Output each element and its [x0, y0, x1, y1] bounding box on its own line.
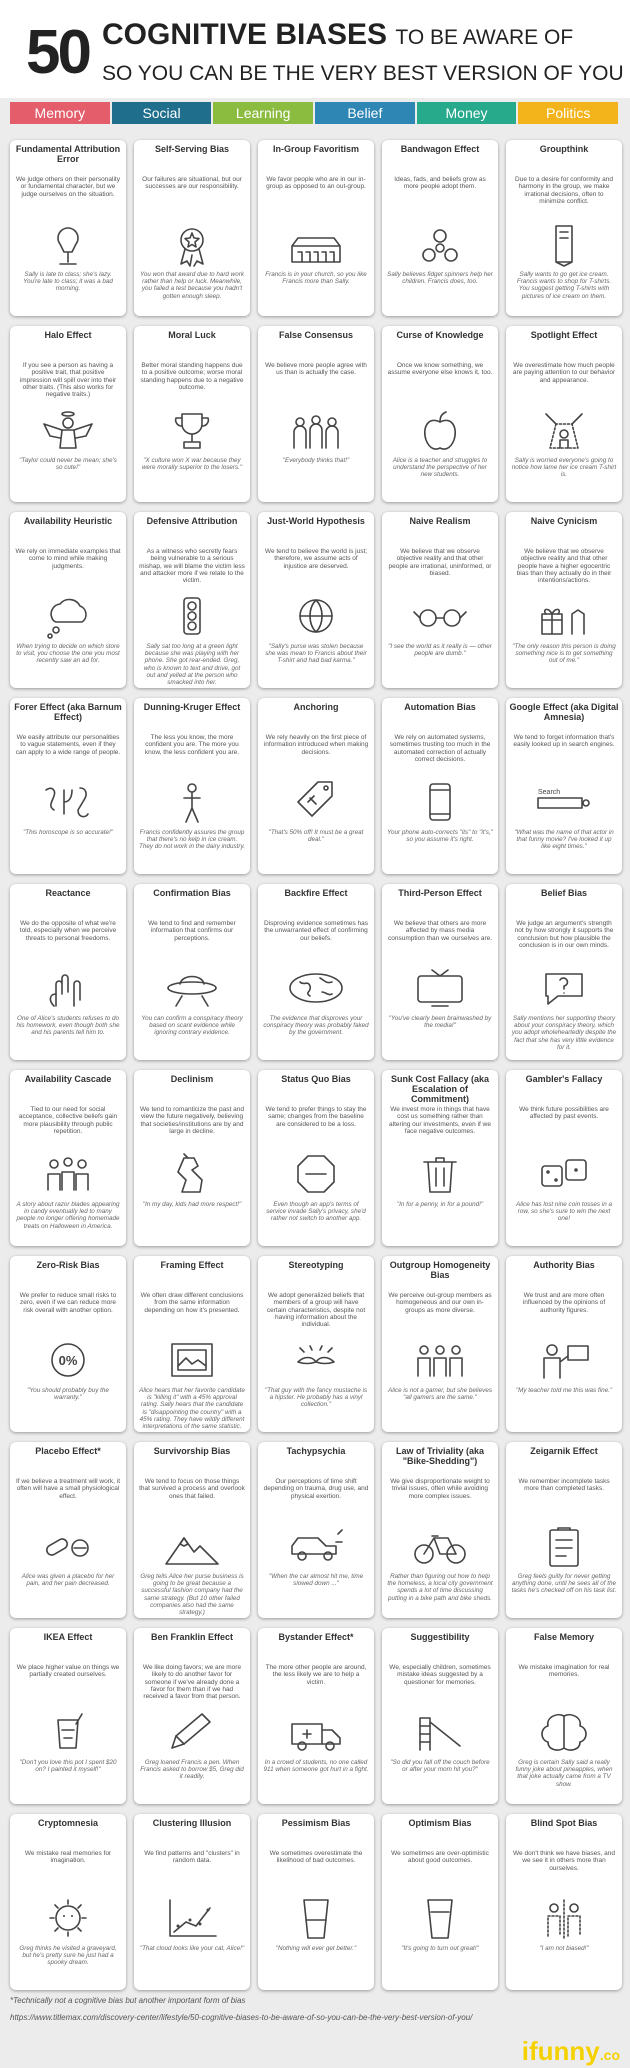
bias-name: Curse of Knowledge	[396, 330, 484, 340]
bias-definition: Due to a desire for conformity and harmony in the group, we make irrational decisions, often to minimize conflict.	[515, 176, 613, 205]
bias-definition: We don't think we have biases, and we see it in others more than ourselves.	[513, 1850, 615, 1872]
bias-definition: Once we know something, we assume everyone else knows it, too.	[387, 362, 493, 377]
bias-card	[134, 1628, 250, 1804]
bias-definition: We believe that others are more affected by mass media consumption than we ourselves are.	[387, 920, 493, 942]
bias-example: "X culture won X war because they were morally superior to the losers."	[141, 457, 243, 472]
bias-name: Optimism Bias	[408, 1818, 472, 1828]
pen-icon	[162, 1710, 222, 1756]
knight-icon	[162, 1152, 222, 1198]
bias-example: You can confirm a conspiracy theory based on scant evidence while ignoring contrary evidence.	[141, 1015, 243, 1037]
bias-definition: If we believe a treatment will work, it often will have a small physiological effect.	[15, 1478, 121, 1500]
bias-name: Blind Spot Bias	[530, 1818, 598, 1828]
bias-definition: We rely heavily on the first piece of information introduced when making decisions.	[263, 734, 369, 756]
angel-icon	[38, 408, 98, 454]
bias-card	[382, 140, 498, 316]
bias-definition: We like doing favors; we are more likely to do another favor for someone if we've already done a favor for them than if we had received a favor from that person.	[142, 1664, 242, 1701]
bias-name: Framing Effect	[160, 1260, 224, 1270]
bias-definition: We mistake real memories for imagination.	[24, 1850, 112, 1865]
bias-card	[506, 1070, 622, 1246]
category-learning: Learning	[213, 102, 313, 124]
bias-name: Placebo Effect*	[35, 1446, 101, 1456]
bias-definition: Our perceptions of time shift depending on trauma, drug use, and physical exertion.	[263, 1478, 369, 1500]
bias-definition: We believe that we observe objective reality and that other people have a higher egocentric bias than they actually do in their intentions/actions.	[516, 548, 612, 585]
bias-definition: We easily attribute our personalities to vague statements, even if they can apply to a wide range of people.	[15, 734, 121, 756]
bias-name: Fundamental Attribution Error	[15, 144, 121, 164]
bias-name: Google Effect (aka Digital Amnesia)	[509, 702, 619, 722]
bias-card	[134, 1814, 250, 1990]
bias-name: Gambler's Fallacy	[525, 1074, 603, 1084]
bias-example: Alice is a teacher and struggles to understand the perspective of her new students.	[392, 457, 488, 479]
bias-definition: Disproving evidence sometimes has the unwarranted effect of confirming our beliefs.	[263, 920, 369, 942]
bias-card	[10, 512, 126, 688]
bias-name: Outgroup Homogeneity Bias	[389, 1260, 491, 1280]
stop-sign-icon	[286, 1152, 346, 1198]
bias-example: "Everybody thinks that!"	[282, 457, 350, 464]
bias-example: A story about razor blades appearing in candy eventually led to many people no longer offering homemade treats on Halloween in America.	[16, 1201, 120, 1230]
mustache-icon	[286, 1338, 346, 1384]
bias-card	[506, 1256, 622, 1432]
source-url: https://www.titlemax.com/discovery-center/lifestyle/50-cognitive-biases-to-be-aware-of-so-you-can-be-the-very-best-version-of-you/	[10, 2013, 473, 2022]
bias-definition: We tend to forget information that's easily looked up in search engines.	[513, 734, 615, 749]
bias-definition: We give disproportionate weight to trivial issues, often while avoiding more complex issues.	[390, 1478, 490, 1500]
question-bubble-icon	[534, 966, 594, 1012]
bias-card	[10, 1814, 126, 1990]
zodiac-icon	[38, 780, 98, 826]
bias-card	[10, 1070, 126, 1246]
bias-card	[258, 1256, 374, 1432]
bias-card	[258, 140, 374, 316]
bias-card	[506, 512, 622, 688]
bias-name: Tachypsychia	[286, 1446, 346, 1456]
bias-example: Sally sat too long at a green light because she was playing with her phone. She got rear-ended. Greg, who is known to text and drive, got out and yelled at the person who smacked into her.	[143, 643, 241, 687]
bias-example: Sally believes fidget spinners help her children. Francis does, too.	[387, 271, 493, 286]
bias-definition: The less you know, the more confident you are. The more you know, the less confident you are.	[144, 734, 240, 756]
bias-name: Dunning-Kruger Effect	[143, 702, 241, 712]
bias-definition: We rely on automated systems, sometimes trusting too much in the automated correction of actually correct decisions.	[389, 734, 491, 763]
bias-example: "The only reason this person is doing something nice is to get something out of me."	[512, 643, 616, 665]
pills-icon	[38, 1524, 98, 1570]
bias-example: "You should probably buy the warranty."	[27, 1387, 109, 1402]
bias-definition: We rely on immediate examples that come to mind while making judgments.	[15, 548, 121, 570]
bias-example: "When the car almost hit me, time slowed down ..."	[268, 1573, 364, 1588]
fidget-spinner-icon	[410, 222, 470, 268]
bias-example: One of Alice's students refuses to do his homework, even though both she and his parents tell him to.	[16, 1015, 120, 1037]
bias-card	[258, 884, 374, 1060]
glasses-icon	[410, 594, 470, 640]
category-legend	[10, 102, 620, 124]
apple-icon	[410, 408, 470, 454]
mirror-person-icon	[534, 1896, 594, 1942]
bias-card	[382, 698, 498, 874]
bias-name: Naive Cynicism	[530, 516, 598, 526]
bias-definition: Ideas, fads, and beliefs grow as more people adopt them.	[394, 176, 486, 191]
header-number: 50	[26, 18, 89, 87]
bias-definition: We, especially children, sometimes mistake ideas suggested by a questioner for memories.	[389, 1664, 491, 1686]
bias-card	[10, 326, 126, 502]
category-memory: Memory	[10, 102, 110, 124]
bias-definition: We often draw different conclusions from the same information depending on how it's presented.	[140, 1292, 244, 1314]
bias-example: "This horoscope is so accurate!"	[23, 829, 113, 836]
crowd-icon	[286, 408, 346, 454]
bias-definition: We tend to find and remember information that confirms our perceptions.	[148, 920, 236, 942]
bias-name: Spotlight Effect	[530, 330, 598, 340]
bias-definition: We sometimes are over-optimistic about good outcomes.	[391, 1850, 489, 1865]
bias-example: "That guy with the fancy mustache is a hipster. He probably has a vinyl collection."	[264, 1387, 368, 1409]
sun-face-icon	[38, 1896, 98, 1942]
bias-name: Bystander Effect*	[278, 1632, 354, 1642]
bias-card	[382, 1628, 498, 1804]
bias-card	[134, 512, 250, 688]
bias-definition: We sometimes overestimate the likelihood of bad outcomes.	[269, 1850, 363, 1865]
bias-definition: We place higher value on things we partially created ourselves.	[16, 1664, 120, 1679]
painting-icon	[38, 1710, 98, 1756]
bias-name: Zeigarnik Effect	[530, 1446, 598, 1456]
bias-example: "Nothing will ever get better."	[275, 1945, 357, 1952]
bias-card	[10, 884, 126, 1060]
bias-example: "Taylor could never be mean; she's so cute!"	[19, 457, 117, 472]
bias-definition: We favor people who are in our in-group as opposed to an out-group.	[266, 176, 366, 191]
bias-example: Sally wants to go get ice cream. Francis wants to shop for T-shirts. You suggest getting T-shirts with pictures of ice cream on them.	[516, 271, 612, 300]
bias-card	[382, 326, 498, 502]
bicycle-icon	[410, 1524, 470, 1570]
bias-example: Francis is in your church, so you like Francis more than Sally.	[265, 271, 367, 286]
gift-icon	[534, 594, 594, 640]
bias-example: You won that award due to hard work rather than help or luck. Meanwhile, you failed a test because you hadn't gotten enough sleep.	[140, 271, 244, 300]
bias-card	[10, 698, 126, 874]
price-tag-icon	[286, 780, 346, 826]
ambulance-icon	[286, 1710, 346, 1756]
bias-example: "My teacher told me this was fine."	[515, 1387, 613, 1394]
bias-definition: We tend to romanticize the past and view the future negatively, believing that societies/institutions are by and large in decline.	[140, 1106, 244, 1135]
bias-card	[10, 140, 126, 316]
bias-name: Automation Bias	[404, 702, 476, 712]
glass-half-full-icon	[410, 1896, 470, 1942]
bias-example: Alice hears that her favorite candidate is "killing it" with a 45% approval rating. Sally hears that the candidate is "disappointing the country" with a 45% rating. They have wildly different interpretations of the same statistic.	[139, 1387, 245, 1431]
bias-name: Authority Bias	[533, 1260, 595, 1270]
search-label: Search	[538, 789, 561, 796]
svg-text:0%: 0%	[58, 1353, 78, 1368]
trash-can-icon	[410, 1152, 470, 1198]
bias-card	[382, 512, 498, 688]
bias-example: Greg tells Alice her purse business is going to be great because a successful fashion company had the same strategy. (But 10 other failed companies also had the same strategy.)	[140, 1573, 244, 1617]
bias-example: Alice has lost nine coin tosses in a row, so she's sure to win the next one!	[516, 1201, 612, 1223]
car-crash-icon	[286, 1524, 346, 1570]
header-title-bold: COGNITIVE BIASES	[102, 18, 388, 51]
ufo-icon	[162, 966, 222, 1012]
bias-card	[10, 1256, 126, 1432]
church-icon	[286, 222, 346, 268]
bias-name: Suggestibility	[410, 1632, 470, 1642]
bias-name: Availability Heuristic	[23, 516, 113, 526]
television-icon	[410, 966, 470, 1012]
bias-definition: We remember incomplete tasks more than completed tasks.	[518, 1478, 610, 1493]
bias-definition: We believe that we observe objective reality and that other people are irrational, uninformed, or biased.	[388, 548, 492, 577]
scatter-plot-icon	[162, 1896, 222, 1942]
bias-example: Your phone auto-corrects "its" to "it's," so you assume it's right.	[387, 829, 493, 844]
bias-example: "I see the world as it really is — other people are dumb."	[388, 643, 492, 658]
bias-name: Status Quo Bias	[281, 1074, 351, 1084]
bias-name: Pessimism Bias	[281, 1818, 351, 1828]
bias-name: Groupthink	[539, 144, 589, 154]
bias-definition: We tend to prefer things to stay the same; changes from the baseline are considered to be a loss.	[265, 1106, 367, 1128]
teacher-icon	[534, 1338, 594, 1384]
bias-name: False Consensus	[278, 330, 354, 340]
bias-example: Sally mentions her supporting theory about your conspiracy theory, which you adopt wholeheartedly despite the fact that she has very little evidence for it.	[511, 1015, 617, 1051]
bias-card	[10, 1442, 126, 1618]
bias-name: Ben Franklin Effect	[150, 1632, 233, 1642]
bias-card	[382, 1442, 498, 1618]
bias-name: Forer Effect (aka Barnum Effect)	[14, 702, 122, 722]
bias-card	[258, 1070, 374, 1246]
bias-example: Rather than figuring out how to help the homeless, a local city government spends a lot of time discussing putting in a bike path and bike sheds.	[387, 1573, 493, 1602]
bias-definition: We invest more in things that have cost us something rather than altering our investments, even if we face negative outcomes.	[389, 1106, 491, 1135]
footnote: *Technically not a cognitive bias but another important form of bias	[10, 1996, 246, 2005]
bias-example: "That cloud looks like your cat, Alice!"	[139, 1945, 245, 1952]
bias-card	[506, 326, 622, 502]
bias-definition: We adopt generalized beliefs that members of a group will have certain characteristics, despite not having information about the individual.	[266, 1292, 366, 1329]
bias-example: "Don't you love this pot I spent $20 on? I painted it myself!"	[19, 1759, 117, 1774]
bias-example: Francis confidently assures the group that there's no kelp in ice cream. They do not work in the dairy industry.	[139, 829, 245, 851]
bias-example: Alice was given a placebo for her pain, and her pain decreased.	[21, 1573, 115, 1588]
gamers-icon	[410, 1338, 470, 1384]
bias-card	[258, 1442, 374, 1618]
bias-definition: We believe more people agree with us than is actually the case.	[265, 362, 367, 377]
ifunny-watermark: ifunny.co	[521, 2036, 620, 2066]
bias-card	[382, 1814, 498, 1990]
bias-card	[258, 698, 374, 874]
bias-definition: We perceive out-group members as homogeneous and our own in-groups as more diverse.	[388, 1292, 492, 1314]
bias-definition: We mistake imagination for real memories.	[518, 1664, 610, 1679]
bias-definition: As a witness who secretly fears being vulnerable to a serious mishap, we will blame the victim less and attacker more if we relate to the victim.	[139, 548, 245, 585]
bias-example: "Sally's purse was stolen because she was mean to Francis about their T-shirt and had bad karma."	[265, 643, 367, 665]
category-money: Money	[417, 102, 517, 124]
bias-card	[506, 1442, 622, 1618]
bias-example: "In for a penny, in for a pound!"	[396, 1201, 484, 1208]
spotlight-icon	[534, 408, 594, 454]
person-icon	[162, 780, 222, 826]
bias-example: Greg loaned Francis a pen. When Francis asked to borrow $5, Greg did it readily.	[140, 1759, 244, 1781]
bias-card	[258, 1814, 374, 1990]
award-ribbon-icon	[162, 222, 222, 268]
brain-icon	[534, 1710, 594, 1756]
bias-name: Anchoring	[293, 702, 339, 712]
bias-definition: We overestimate how much people are paying attention to our behavior and appearance.	[512, 362, 616, 384]
bias-name: Stereotyping	[288, 1260, 344, 1270]
clipboard-icon	[534, 1524, 594, 1570]
lamp-icon	[38, 222, 98, 268]
bias-definition: We judge others on their personality or fundamental character, but we judge ourselves on the situation.	[16, 176, 120, 198]
bias-example: "In my day, kids had more respect!"	[142, 1201, 242, 1208]
globe-icon	[286, 594, 346, 640]
bias-example: Even though an app's terms of service invade Sally's privacy, she'd rather not switch to another app.	[266, 1201, 366, 1223]
bias-example: Greg feels guilty for never getting anything done, until he sees all of the tasks he's checked off on his task list.	[511, 1573, 617, 1595]
bias-definition: Our failures are situational, but our successes are our responsibility.	[142, 176, 242, 191]
bias-card	[382, 1256, 498, 1432]
bias-card	[506, 884, 622, 1060]
slide-icon	[410, 1710, 470, 1756]
picture-frame-icon	[162, 1338, 222, 1384]
bias-card	[506, 1814, 622, 1990]
bias-name: Backfire Effect	[284, 888, 348, 898]
bias-definition: The more other people are around, the less likely we are to help a victim.	[265, 1664, 367, 1686]
bias-name: Cryptomnesia	[37, 1818, 99, 1828]
bias-name: Declinism	[170, 1074, 214, 1084]
bias-name: Reactance	[45, 888, 91, 898]
bias-name: Survivorship Bias	[153, 1446, 231, 1456]
bias-definition: We trust and are more often influenced by the opinions of authority figures.	[522, 1292, 606, 1314]
bias-card	[382, 1070, 498, 1246]
bias-example: Alice is not a gamer, but she believes "all gamers are the same."	[388, 1387, 492, 1402]
bias-card	[10, 1628, 126, 1804]
bias-definition: We judge an argument's strength not by how strongly it supports the conclusion but how plausible the conclusion is in our own minds.	[514, 920, 614, 949]
bias-name: Third-Person Effect	[398, 888, 482, 898]
bias-name: In-Group Favoritism	[272, 144, 359, 154]
bias-card	[382, 884, 498, 1060]
bias-card	[506, 698, 622, 874]
ice-cream-icon	[534, 222, 594, 268]
bias-name: Clustering Illusion	[152, 1818, 232, 1828]
mountain-icon	[162, 1524, 222, 1570]
bias-name: IKEA Effect	[43, 1632, 93, 1642]
bias-definition: We tend to believe the world is just; therefore, we assume acts of injustice are deserved.	[264, 548, 368, 570]
glass-half-empty-icon	[286, 1896, 346, 1942]
bias-example: "So did you fall off the couch before or after your mom hit you?"	[390, 1759, 490, 1774]
bias-definition: We tend to focus on those things that survived a process and overlook ones that failed.	[139, 1478, 245, 1500]
bias-name: Belief Bias	[540, 888, 588, 898]
bias-card	[258, 326, 374, 502]
zero-percent-icon	[38, 1338, 98, 1384]
bias-definition: We do the opposite of what we're told, especially when we perceive threats to personal freedoms.	[19, 920, 117, 942]
bias-example: "What was the name of that actor in that funny movie? I've looked it up like eight times."	[514, 829, 614, 851]
bias-example: Sally is late to class; she's lazy. You're late to class; it was a bad morning.	[23, 271, 113, 293]
bias-card	[134, 1442, 250, 1618]
bias-definition: Tied to our need for social acceptance, collective beliefs gain more plausibility through public repetition.	[18, 1106, 118, 1135]
bias-name: Confirmation Bias	[153, 888, 231, 898]
category-politics: Politics	[518, 102, 618, 124]
bias-card	[134, 140, 250, 316]
bias-example: The evidence that disproves your conspiracy theory was probably faked by the government.	[263, 1015, 369, 1037]
bias-definition: We find patterns and "clusters" in random data.	[144, 1850, 240, 1865]
bias-example: In a crowd of students, no one called 911 when someone got hurt in a fight.	[263, 1759, 369, 1774]
bias-definition: We think future possibilities are affected by past events.	[519, 1106, 609, 1121]
header-title-small: TO BE AWARE OF	[395, 26, 574, 49]
bias-card	[134, 698, 250, 874]
bias-card	[134, 884, 250, 1060]
bias-name: Halo Effect	[44, 330, 92, 340]
group-icon	[38, 1152, 98, 1198]
bias-name: Naive Realism	[409, 516, 471, 526]
bias-card	[506, 1628, 622, 1804]
bias-name: Just-World Hypothesis	[267, 516, 365, 526]
bias-example: Greg is certain Sally said a really funny joke about pineapples, when that joke actually came from a TV show.	[515, 1759, 613, 1788]
bias-card	[258, 512, 374, 688]
category-belief: Belief	[315, 102, 415, 124]
bias-example: "It's going to turn out great!"	[401, 1945, 479, 1952]
bias-example: "That's 50% off! It must be a great deal."	[268, 829, 364, 844]
bias-definition: If you see a person as having a positive trait, that positive impression will spill over into their other traits. (This also works for negative traits.)	[19, 362, 117, 399]
bias-name: Bandwagon Effect	[400, 144, 480, 154]
bias-card	[506, 140, 622, 316]
thought-bubble-icon	[38, 594, 98, 640]
bias-definition: We prefer to reduce small risks to zero, even if we can reduce more risk overall with another option.	[19, 1292, 117, 1314]
category-social: Social	[112, 102, 212, 124]
bias-card	[134, 1070, 250, 1246]
bias-name: Defensive Attribution	[146, 516, 238, 526]
bias-example: Greg thinks he visited a graveyard, but he's pretty sure he just had a spooky dream.	[19, 1945, 117, 1967]
header-title-line2: SO YOU CAN BE THE VERY BEST VERSION OF YOU	[102, 62, 624, 85]
hands-icon	[38, 966, 98, 1012]
bias-card	[258, 1628, 374, 1804]
smartphone-icon	[410, 780, 470, 826]
trophy-icon	[162, 408, 222, 454]
bias-example: "You've clearly been brainwashed by the media!"	[388, 1015, 492, 1030]
bias-definition: Better moral standing happens due to a positive outcome; worse moral standing happens due to a negative outcome.	[140, 362, 244, 391]
bias-card	[134, 326, 250, 502]
bias-name: Zero-Risk Bias	[36, 1260, 100, 1270]
search-bar-icon	[534, 780, 594, 826]
bias-name: Law of Triviality (aka "Bike-Shedding")	[395, 1446, 485, 1466]
bias-name: Sunk Cost Fallacy (aka Escalation of Commitment)	[390, 1074, 490, 1104]
header-title-line1	[102, 18, 573, 52]
dice-icon	[534, 1152, 594, 1198]
header	[0, 0, 630, 98]
bias-name: Self-Serving Bias	[154, 144, 230, 154]
world-map-icon	[286, 966, 346, 1012]
bias-example: "I am not biased!"	[539, 1945, 589, 1952]
bias-example: Sally is worried everyone's going to notice how lame her ice cream T-shirt is.	[511, 457, 617, 479]
bias-name: Moral Luck	[168, 330, 216, 340]
bias-name: False Memory	[533, 1632, 595, 1642]
bias-name: Availability Cascade	[24, 1074, 112, 1084]
bias-example: When trying to decide on which store to visit, you choose the one you most recently saw an ad for.	[16, 643, 120, 665]
traffic-light-icon	[162, 594, 222, 640]
bias-card	[134, 1256, 250, 1432]
